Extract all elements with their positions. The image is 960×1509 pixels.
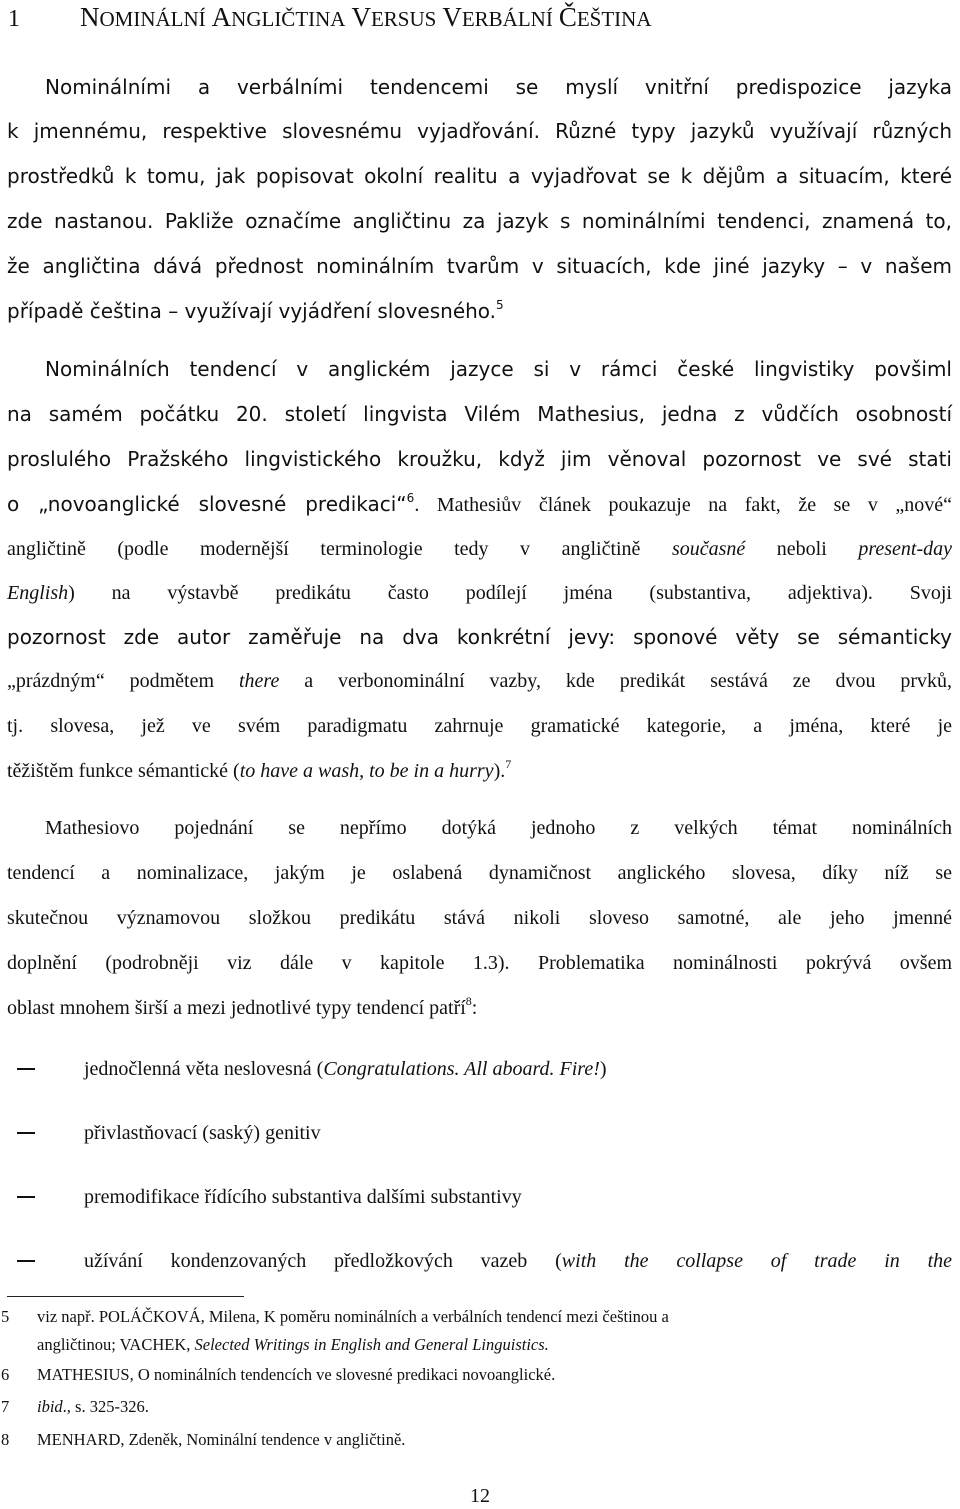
list-item: jednočlenná věta neslovesná (Congratulations. All aboard. Fire!) (7, 1054, 952, 1084)
dash-bullet-icon (17, 1260, 35, 1262)
paragraph-line: tj. slovesa, jež ve svém paradigmatu zahrnuje gramatické kategorie, a jména, které je (7, 715, 952, 737)
paragraph-line: skutečnou významovou složkou predikátu stává nikoli sloveso samotné, ale jeho jmenné (7, 907, 952, 929)
list-item: přivlastňovací (saský) genitiv (7, 1118, 952, 1148)
paragraph-line: Nominálními a verbálními tendencemi se myslí vnitřní predispozice jazyka (45, 75, 952, 99)
paragraph-line: tendencí a nominalizace, jakým je oslabená dynamičnost anglického slovesa, díky níž se (7, 862, 952, 884)
paragraph-line: pozornost zde autor zaměřuje na dva konkrétní jevy: sponové věty se sémanticky (7, 625, 952, 649)
footnote-ref: 8 (465, 994, 472, 1008)
chapter-number: 1 (8, 6, 20, 32)
paragraph-line: o „novoanglické slovesné predikaci“$^6$. Mathesiův článek poukazuje na fakt, že se v „nové“ (7, 491, 952, 516)
paragraph-line: English) na výstavbě predikátu často podílejí jména (substantiva, adjektiva). Svoji (7, 582, 952, 604)
paragraph-line: těžištěm funkce sémantické (to have a wash, to be in a hurry).$^7$ (7, 757, 512, 782)
list-item: užívání kondenzovaných předložkových vazeb (with the collapse of trade in the (7, 1246, 952, 1276)
paragraph-line: doplnění (podrobněji viz dále v kapitole 1.3). Problematika nominálnosti pokrývá ovšem (7, 952, 952, 974)
footnote-separator (7, 1296, 244, 1297)
list-item: premodifikace řídícího substantiva dalšími substantivy (7, 1182, 952, 1212)
paragraph-line: Mathesiovo pojednání se nepřímo dotýká jednoho z velkých témat nominálních (45, 817, 952, 839)
paragraph-line: proslulého Pražského lingvistického kroužku, když jim věnoval pozornost ve své stati (7, 447, 952, 471)
dash-bullet-icon (17, 1068, 35, 1070)
paragraph-line: že angličtina dává přednost nominálním tvarům v situacích, kde jiné jazyky – v našem (7, 254, 952, 278)
page-number: 12 (470, 1485, 490, 1507)
paragraph-line: zde nastanou. Pakliže označíme angličtinu za jazyk s nominálními tendenci, znamená to, (7, 209, 952, 233)
paragraph-line: „prázdným“ podmětem there a verbonominální vazby, kde predikát sestává ze dvou prvků, (7, 670, 953, 692)
footnote-ref: 5 (496, 298, 504, 312)
dash-bullet-icon (17, 1132, 35, 1134)
paragraph-line: k jmennému, respektive slovesnému vyjadřování. Různé typy jazyků využívají různých (7, 119, 952, 143)
paragraph-line: případě čeština – využívají vyjádření slovesného.$^5$ (7, 298, 504, 323)
paragraph-line: na samém počátku 20. století lingvista Vilém Mathesius, jedna z vůdčích osobností (7, 402, 952, 426)
chapter-heading: 1 NOMINÁLNÍ ANGLIČTINA VERSUS VERBÁLNÍ ČEŠTINA (8, 2, 652, 32)
footnote-ref: 6 (406, 491, 415, 505)
dash-bullet-icon (17, 1196, 35, 1198)
paragraph-line: Nominálních tendencí v anglickém jazyce si v rámci české lingvistiky povšiml (45, 357, 952, 381)
paragraph-line: prostředků k tomu, jak popisovat okolní realitu a vyjadřovat se k dějům a situacím, které (7, 164, 952, 188)
footnote-ref: 7 (505, 757, 512, 771)
paragraph-line: angličtině (podle modernější terminologie tedy v angličtině současné neboli present-day (7, 538, 952, 560)
paragraph-line: oblast mnohem širší a mezi jednotlivé typy tendencí patří$^8$: (7, 994, 478, 1019)
